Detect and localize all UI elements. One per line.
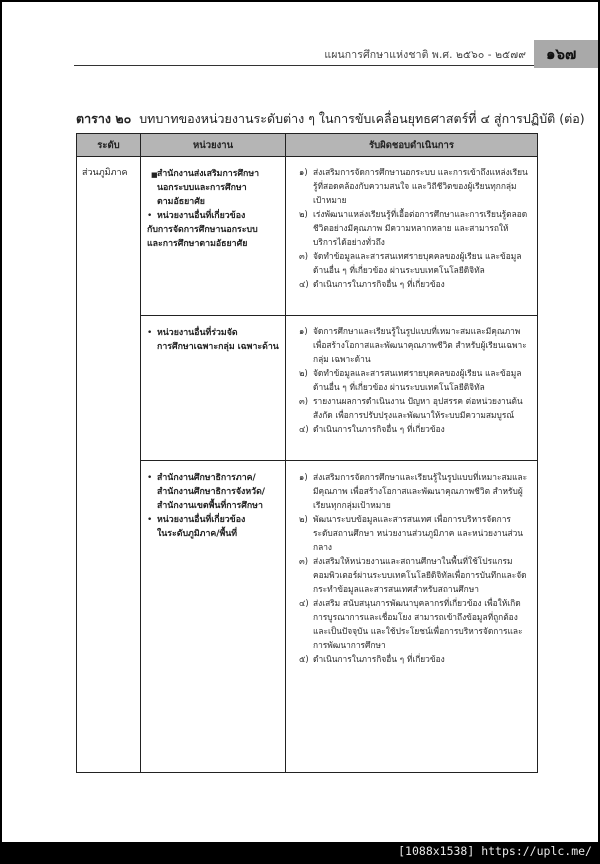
bullet-icon: • <box>147 328 153 338</box>
unit-line: ตามอัธยาศัย <box>157 197 205 207</box>
image-footer-bar <box>0 842 600 864</box>
unit-item <box>147 471 283 513</box>
unit-line: สำนักงานส่งเสริมการศึกษา <box>157 169 260 179</box>
column-header-level: ระดับ <box>97 140 120 151</box>
table-header-row <box>77 134 537 157</box>
unit-line: นอกระบบและการศึกษา <box>157 183 247 193</box>
unit-item <box>147 326 283 354</box>
row-divider <box>141 315 537 316</box>
page-number: ๑๖๗ <box>534 40 598 68</box>
unit-line: และการศึกษาตามอัธยาศัย <box>147 239 248 249</box>
caption-text: บทบาทของหน่วยงานระดับต่าง ๆ ในการขับเคลื่อนยุทธศาสตร์ที่ ๔ สู่การปฏิบัติ (ต่อ) <box>139 111 585 126</box>
column-header-responsibility: รับผิดชอบดำเนินการ <box>369 140 454 151</box>
unit-line: กับการจัดการศึกษานอกระบบ <box>147 225 258 235</box>
responsibility-item: ๔) ดำเนินการในภารกิจอื่น ๆ ที่เกี่ยวข้อง <box>299 279 445 289</box>
roles-table <box>76 133 538 773</box>
unit-cell-row-1 <box>147 167 283 251</box>
unit-line: หน่วยงานอื่นที่เกี่ยวข้อง <box>157 515 246 525</box>
unit-item <box>147 167 283 209</box>
responsibility-item: ๑) ส่งเสริมการจัดการศึกษานอกระบบ และการเข้าถึงแหล่งเรียนรู้ที่สอดคล้องกับความสนใจ และวิถีชีวิตของผู้เรียนทุกกลุ่มเป้าหมาย <box>299 167 528 205</box>
bullet-icon: • <box>147 211 153 221</box>
unit-cell-row-3 <box>147 471 283 541</box>
responsibility-item: ๔) ดำเนินการในภารกิจอื่น ๆ ที่เกี่ยวข้อง <box>299 424 445 434</box>
document-page <box>2 2 598 842</box>
unit-line: หน่วยงานอื่นที่เกี่ยวข้อง <box>157 211 246 221</box>
responsibility-cell-row-3 <box>299 470 529 666</box>
responsibility-item: ๑) จัดการศึกษาและเรียนรู้ในรูปแบบที่เหมาะสมและมีคุณภาพ เพื่อสร้างโอกาสและพัฒนาคุณภาพชีวิต สำหรับผู้เรียนเฉพาะกลุ่ม เฉพาะด้าน <box>299 326 527 364</box>
unit-line: หน่วยงานอื่นที่ร่วมจัด <box>157 328 238 338</box>
column-divider <box>140 134 141 772</box>
responsibility-item: ๒) จัดทำข้อมูลและสารสนเทศรายบุคคลของผู้เรียน และข้อมูลด้านอื่น ๆ ที่เกี่ยวข้อง ผ่านระบบเทคโนโลยีดิจิทัล <box>299 368 522 392</box>
caption-label: ตาราง ๒๐ <box>76 111 132 126</box>
table-caption <box>76 109 585 129</box>
unit-line: การศึกษาเฉพาะกลุ่ม เฉพาะด้าน <box>157 342 279 352</box>
responsibility-item: ๓) รายงานผลการดำเนินงาน ปัญหา อุปสรรค ต่อหน่วยงานต้นสังกัด เพื่อการปรับปรุงและพัฒนาให้ระบบมีความสมบูรณ์ <box>299 396 523 420</box>
unit-line: สำนักงานเขตพื้นที่การศึกษา <box>157 501 263 511</box>
unit-cell-row-2 <box>147 326 283 354</box>
unit-line: ในระดับภูมิภาค/พื้นที่ <box>157 529 238 539</box>
responsibility-item: ๔) ส่งเสริม สนับสนุนการพัฒนาบุคลากรที่เกี่ยวข้อง เพื่อให้เกิดการบูรณาการและเชื่อมโยง สามารถเข้าถึงข้อมูลที่ถูกต้องและเป็นปัจจุบัน และใช้ประโยชน์เพื่อการบริหารจัดการและการพัฒนาการศึกษา <box>299 598 523 650</box>
column-header-unit: หน่วยงาน <box>192 140 234 151</box>
unit-item <box>147 209 283 251</box>
unit-item <box>147 513 283 541</box>
responsibility-cell-row-1 <box>299 165 529 291</box>
responsibility-item: ๓) จัดทำข้อมูลและสารสนเทศรายบุคคลของผู้เรียน และข้อมูลด้านอื่น ๆ ที่เกี่ยวข้อง ผ่านระบบเทคโนโลยีดิจิทัล <box>299 251 522 275</box>
running-title: แผนการศึกษาแห่งชาติ พ.ศ. ๒๕๖๐ - ๒๕๗๙ <box>324 49 526 61</box>
responsibility-item: ๕) ดำเนินการในภารกิจอื่น ๆ ที่เกี่ยวข้อง <box>299 654 445 664</box>
unit-line: สำนักงานศึกษาธิการจังหวัด/ <box>157 487 266 497</box>
bullet-icon: • <box>147 473 153 483</box>
running-header <box>74 42 534 66</box>
level-cell: ส่วนภูมิภาค <box>82 168 128 178</box>
watermark-text: [1088x1538] https://uplc.me/ <box>398 844 592 858</box>
responsibility-item: ๓) ส่งเสริมให้หน่วยงานและสถานศึกษาในพื้นที่ใช้โปรแกรมคอมพิวเตอร์ผ่านระบบเทคโนโลยีดิจิทัลเพื่อการบันทึกและจัดกระทำข้อมูลและสารสนเทศสำหรับสถานศึกษา <box>299 556 527 594</box>
square-bullet-icon: ■ <box>151 171 158 179</box>
bullet-icon: • <box>147 515 153 525</box>
unit-line: สำนักงานศึกษาธิการภาค/ <box>157 473 256 483</box>
column-divider <box>285 134 286 772</box>
responsibility-item: ๒) พัฒนาระบบข้อมูลและสารสนเทศ เพื่อการบริหารจัดการระดับสถานศึกษา หน่วยงานส่วนภูมิภาค และหน่วยงานส่วนกลาง <box>299 514 524 552</box>
row-divider <box>141 460 537 461</box>
responsibility-item: ๑) ส่งเสริมการจัดการศึกษาและเรียนรู้ในรูปแบบที่เหมาะสมและมีคุณภาพ เพื่อสร้างโอกาสและพัฒนาคุณภาพชีวิต สำหรับผู้เรียนทุกกลุ่มเป้าหมาย <box>299 472 528 510</box>
responsibility-item: ๒) เร่งพัฒนาแหล่งเรียนรู้ที่เอื้อต่อการศึกษาและการเรียนรู้ตลอดชีวิตอย่างมีคุณภาพ มีความหลากหลาย และสามารถให้บริการได้อย่างทั่วถึง <box>299 209 528 247</box>
responsibility-cell-row-2 <box>299 324 529 436</box>
